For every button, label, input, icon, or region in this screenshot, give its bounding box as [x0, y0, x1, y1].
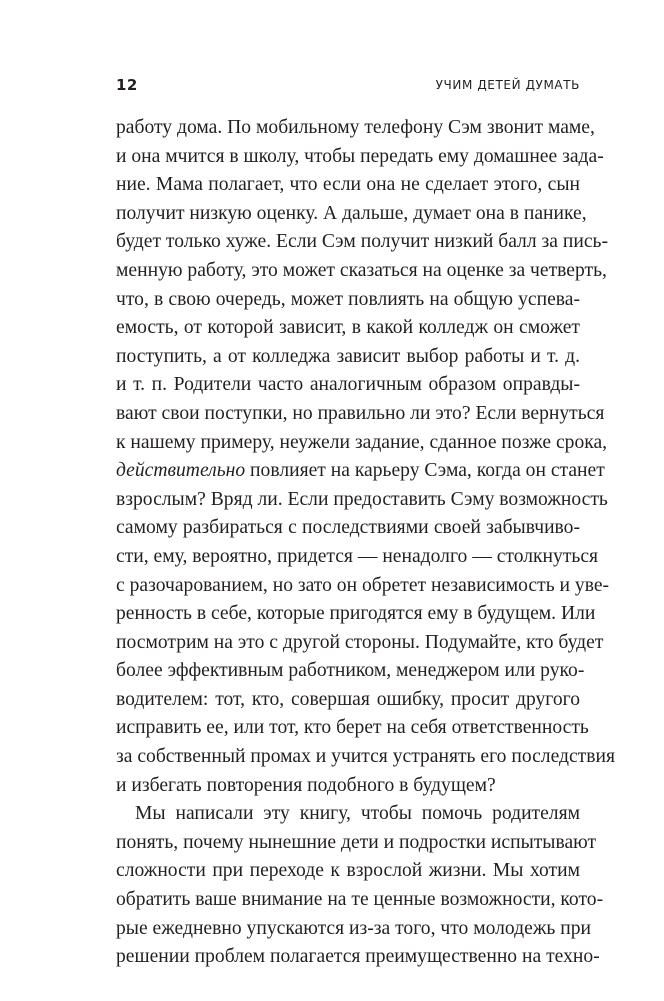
running-title: УЧИМ ДЕТЕЙ ДУМАТЬ — [435, 78, 580, 92]
text-line: будет только хуже. Если Сэм получит низкий балл за пись- — [116, 231, 608, 253]
text-line: самому разбираться с последствиями своей забывчиво- — [116, 517, 580, 539]
body-text — [116, 114, 615, 972]
text-line: и избегать повторения подобного в будущем? — [116, 774, 496, 796]
text-line: получит низкую оценку. А дальше, думает она в панике, — [116, 202, 587, 224]
text-line: вают свои поступки, но правильно ли это? Если вернуться — [116, 402, 605, 424]
text-line: посмотрим на это с другой стороны. Подумайте, кто будет — [116, 631, 604, 653]
text-line: сти, ему, вероятно, придется — ненадолго — столкнуться — [116, 545, 599, 567]
text-line: работу дома. По мобильному телефону Сэм звонит маме, — [116, 117, 595, 138]
paragraph-2 — [116, 800, 604, 972]
text-line: сложности при переходе к взрослой жизни. Мы хотим — [116, 860, 580, 882]
text-line: к нашему примеру, неужели задание, сданное позже срока, — [116, 431, 608, 453]
text-line-rest: повлияет на карьеру Сэма, когда он станет — [245, 460, 605, 482]
text-line — [116, 457, 605, 486]
text-line: с разочарованием, но зато он обретет независимость и уве- — [116, 574, 610, 596]
text-line: поступить, а от колледжа зависит выбор работы и т. д. — [116, 345, 580, 367]
emphasized-word: действительно — [116, 460, 246, 482]
text-line: менную работу, это может сказаться на оценке за четверть, — [116, 259, 607, 281]
text-line: за собственный промах и учится устранять его последствия — [116, 746, 615, 768]
page-number: 12 — [116, 76, 138, 94]
text-line: исправить ее, или тот, кто берет на себя ответственность — [116, 717, 589, 739]
text-line: емость, от которой зависит, в какой колледж он сможет — [116, 317, 580, 339]
text-line: взрослым? Вряд ли. Если предоставить Сэму возможность — [116, 488, 608, 510]
text-line: понять, почему нынешние дети и подростки испытывают — [116, 831, 597, 853]
text-line: Мы написали эту книгу, чтобы помочь родителям — [135, 803, 580, 825]
text-line: обратить ваше внимание на те ценные возможности, кото- — [116, 889, 604, 911]
text-line: более эффективным работником, менеджером или руко- — [116, 660, 585, 682]
text-line: что, в свою очередь, может повлиять на общую успева- — [116, 288, 580, 310]
page-header — [116, 76, 580, 98]
text-line: ние. Мама полагает, что если она не сделает этого, сын — [116, 174, 580, 196]
paragraph-1 — [116, 114, 615, 800]
text-line: и т. п. Родители часто аналогичным образом оправды- — [116, 374, 580, 396]
text-line: ренность в себе, которые пригодятся ему в будущем. Или — [116, 603, 596, 625]
text-line: решении проблем полагается преимущественно на техно- — [116, 946, 600, 968]
text-line: рые ежедневно упускаются из-за того, что молодежь при — [116, 917, 591, 939]
text-line: и она мчится в школу, чтобы передать ему домашнее зада- — [116, 145, 604, 167]
text-line: водителем: тот, кто, совершая ошибку, просит другого — [116, 688, 580, 710]
